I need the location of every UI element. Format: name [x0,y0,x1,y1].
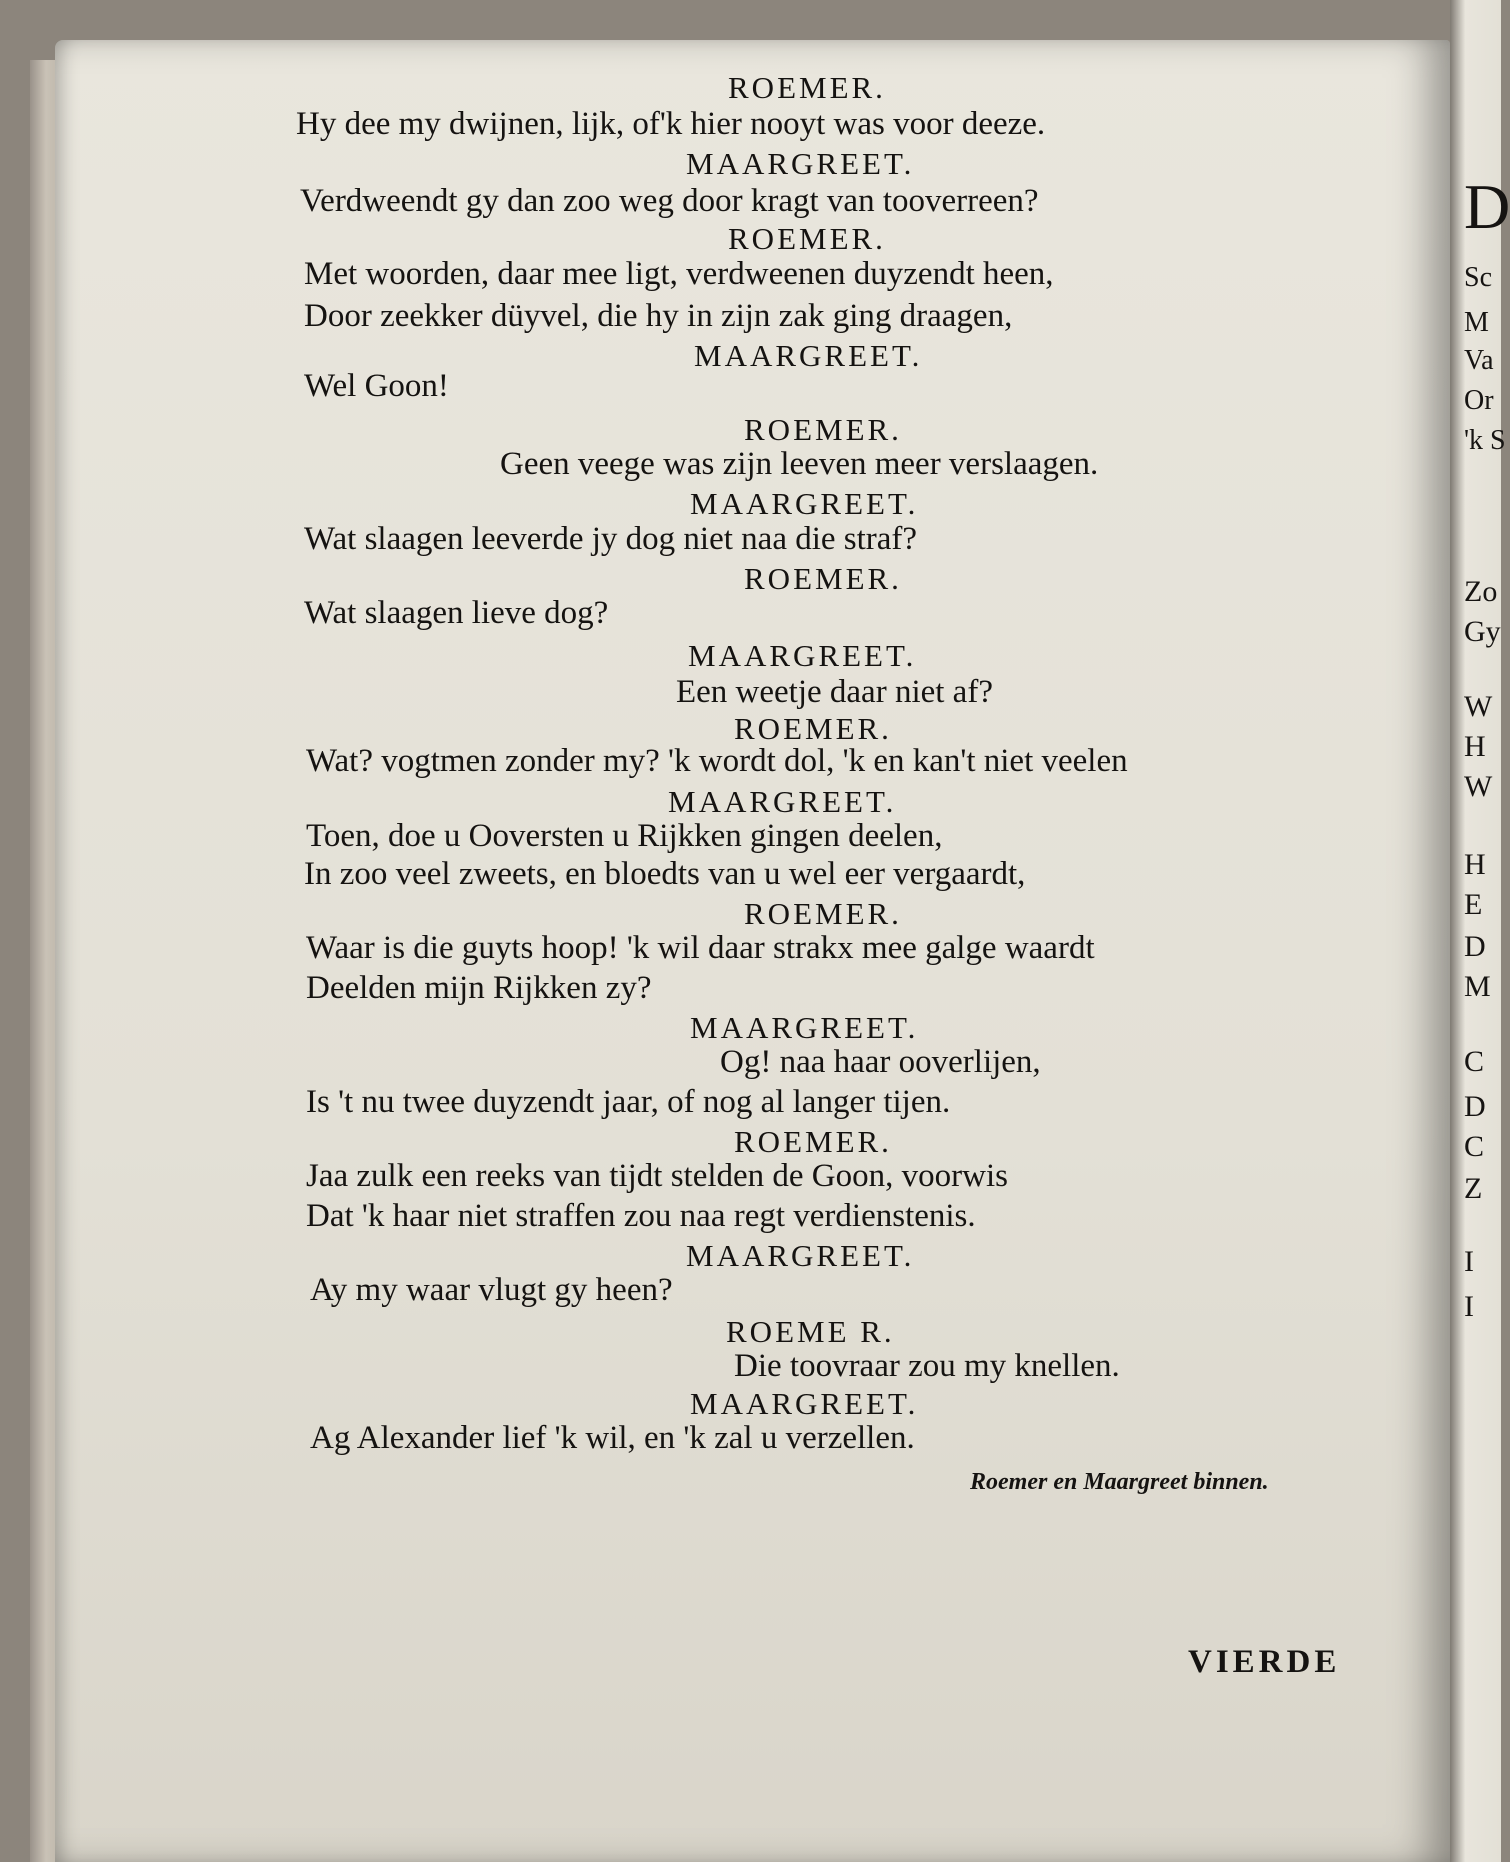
facing-fragment: W [1464,770,1493,803]
facing-fragment: 'k S [1464,425,1506,456]
verse-line: Een weetje daar niet af? [676,674,993,710]
verse-line: Wat slaagen lieve dog? [304,595,609,631]
speaker-heading: MAARGREET. [688,638,917,673]
speaker-heading: ROEMER. [734,711,892,746]
verse-line: Waar is die guyts hoop! 'k wil daar strakx mee galge waardt [306,930,1095,966]
facing-fragment: I [1464,1290,1474,1323]
speaker-heading: ROEMER. [744,412,902,447]
facing-fragment: Z [1464,1172,1483,1205]
verse-line: Die toovraar zou my knellen. [734,1348,1120,1384]
facing-fragment: H [1464,848,1486,881]
verse-line: Og! naa haar ooverlijen, [720,1044,1041,1080]
verse-line: In zoo veel zweets, en bloedts van u wel eer vergaardt, [304,856,1026,892]
speaker-heading: MAARGREET. [690,1010,919,1045]
verse-line: Wat slaagen leeverde jy dog niet naa die straf? [304,521,918,557]
verse-line: Wat? vogtmen zonder my? 'k wordt dol, 'k en kan't niet veelen [306,743,1128,779]
speaker-heading: ROEMER. [734,1124,892,1159]
speaker-heading: ROEMER. [728,70,886,105]
speaker-heading: MAARGREET. [686,146,915,181]
verse-line: Met woorden, daar mee ligt, verdweenen duyzendt heen, [304,256,1054,292]
facing-fragment: H [1464,730,1486,763]
verse-line: Ay my waar vlugt gy heen? [310,1272,673,1308]
facing-fragment: W [1464,690,1493,723]
verse-line: Hy dee my dwijnen, lijk, of'k hier nooyt was voor deeze. [296,106,1046,142]
facing-fragment: Va [1464,345,1494,376]
verse-line: Door zeekker düyvel, die hy in zijn zak ging draagen, [304,298,1013,334]
facing-fragment: C [1464,1130,1485,1163]
facing-fragment: Gy [1464,615,1501,648]
verse-line: Wel Goon! [304,368,449,404]
facing-fragment: Or [1464,385,1494,416]
verse-line: Toen, doe u Ooversten u Rijkken gingen deelen, [306,818,943,854]
speaker-heading: MAARGREET. [690,486,919,521]
speaker-heading: MAARGREET. [694,338,923,373]
facing-fragment: M [1464,970,1491,1003]
speaker-heading: MAARGREET. [690,1386,919,1421]
verse-line: Ag Alexander lief 'k wil, en 'k zal u verzellen. [310,1420,915,1456]
verse-line: Dat 'k haar niet straffen zou naa regt verdienstenis. [306,1198,976,1234]
speaker-heading: ROEMER. [744,561,902,596]
facing-fragment: E [1464,888,1483,921]
verse-line: Verdweendt gy dan zoo weg door kragt van tooverreen? [300,183,1039,219]
facing-fragment: I [1464,1245,1474,1278]
facing-fragment: D [1464,1090,1486,1123]
stage-direction: Roemer en Maargreet binnen. [970,1469,1269,1495]
verse-line: Jaa zulk een reeks van tijdt stelden de Goon, voorwis [306,1158,1008,1194]
verse-line: Deelden mijn Rijkken zy? [306,970,652,1006]
facing-fragment: Zo [1464,575,1498,608]
facing-fragment: Sc [1464,262,1492,293]
facing-fragment: D [1464,171,1510,242]
speaker-heading: ROEMER. [744,896,902,931]
catchword: VIERDE [1188,1644,1341,1680]
facing-fragment: D [1464,930,1486,963]
speaker-heading: MAARGREET. [686,1238,915,1273]
speaker-heading: MAARGREET. [668,784,897,819]
verse-line: Is 't nu twee duyzendt jaar, of nog al langer tijen. [306,1084,951,1120]
speaker-heading: ROEME R. [726,1314,895,1349]
speaker-heading: ROEMER. [728,221,886,256]
verse-line: Geen veege was zijn leeven meer verslaagen. [500,446,1099,482]
facing-fragment: C [1464,1045,1485,1078]
facing-fragment: M [1464,307,1489,338]
